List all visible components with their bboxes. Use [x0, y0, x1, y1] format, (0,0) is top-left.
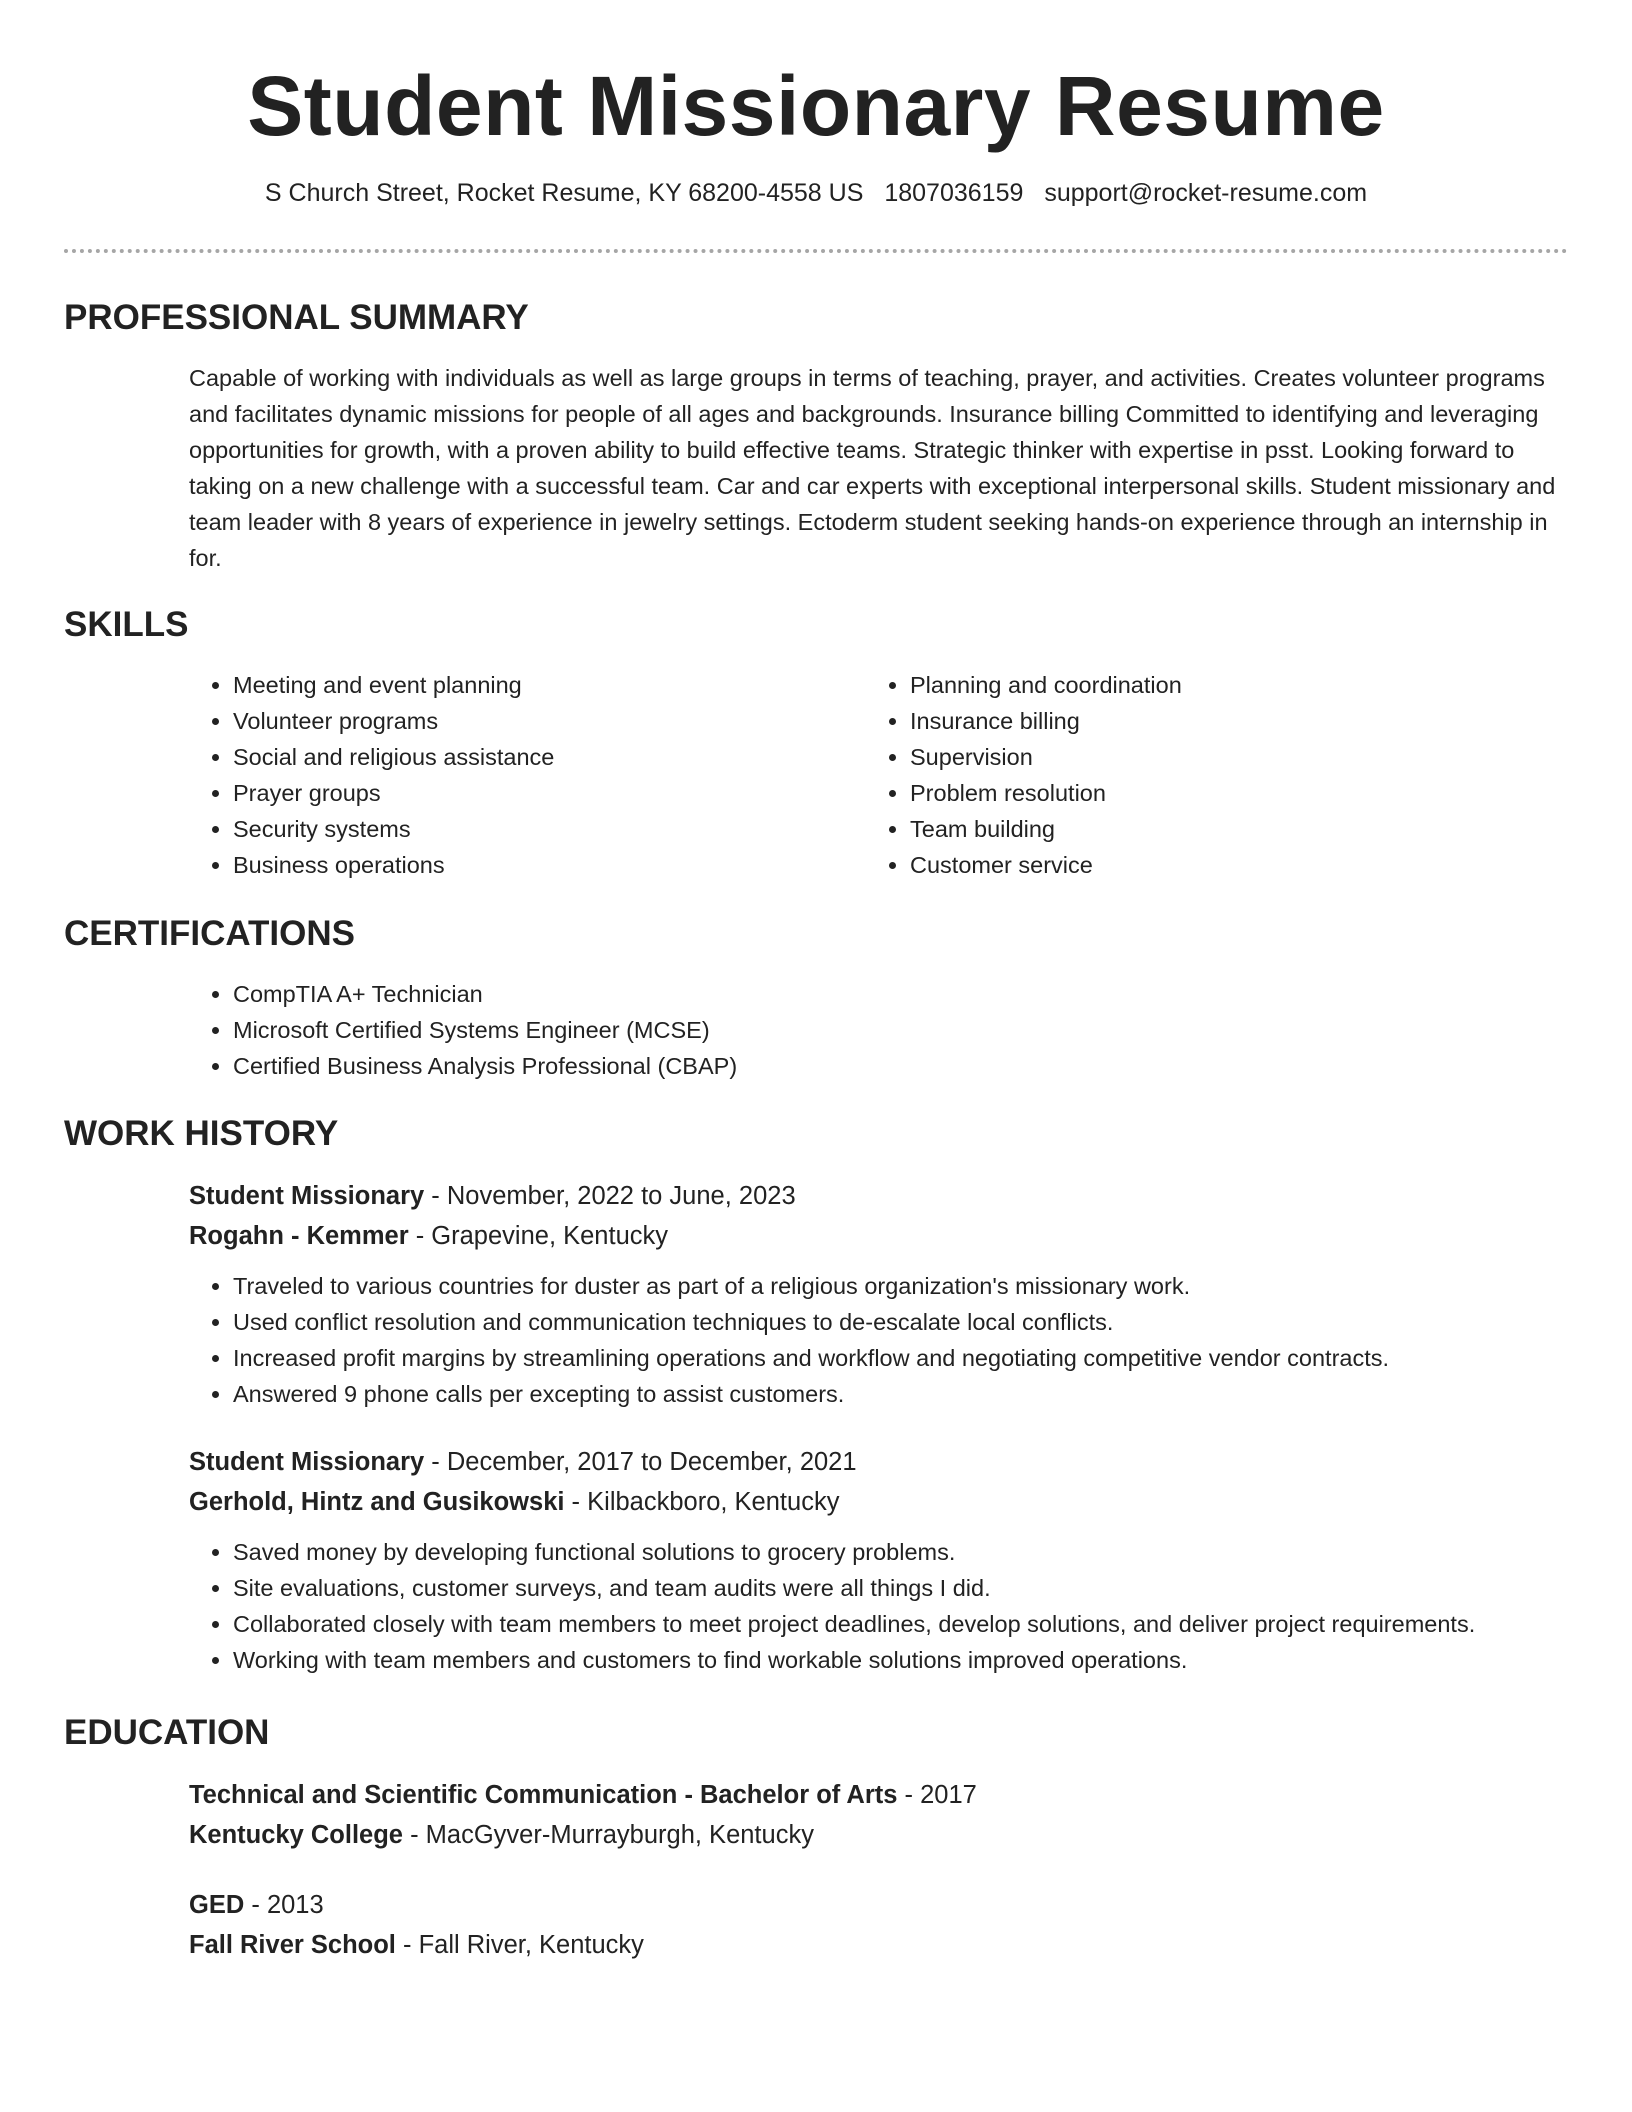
skill-item: • Security systems — [233, 811, 866, 847]
job-company-line: Rogahn - Kemmer - Grapevine, Kentucky — [189, 1222, 669, 1250]
certification-item: • Certified Business Analysis Professional (CBAP) — [233, 1048, 1568, 1084]
education-school: Kentucky College — [189, 1821, 403, 1849]
certifications-list — [189, 976, 1568, 1084]
education-school-line: Kentucky College - MacGyver-Murrayburgh, Kentucky — [189, 1821, 814, 1849]
job-role: Student Missionary — [189, 1182, 425, 1210]
education-degree-line: GED - 2013 — [189, 1891, 324, 1919]
education-school-line: Fall River School - Fall River, Kentucky — [189, 1931, 644, 1959]
skill-item: • Customer service — [910, 847, 1543, 883]
skills-list-left — [189, 667, 866, 883]
contact-address: S Church Street, Rocket Resume, KY 68200-4558 US — [264, 179, 864, 207]
job-bullet: • Answered 9 phone calls per excepting to assist customers. — [233, 1376, 1568, 1412]
job-bullets — [189, 1534, 1568, 1678]
job-bullet: • Collaborated closely with team members to meet project deadlines, develop solutions, and deliver project requirements. — [233, 1606, 1568, 1642]
job-bullet: • Saved money by developing functional solutions to grocery problems. — [233, 1534, 1568, 1570]
skills-columns — [189, 667, 1568, 883]
certification-item: • CompTIA A+ Technician — [233, 976, 1568, 1012]
work-history-section — [64, 1112, 1568, 1678]
education-location: MacGyver-Murrayburgh, Kentucky — [425, 1821, 814, 1849]
job-bullet: • Used conflict resolution and communication techniques to de-escalate local conflicts. — [233, 1304, 1568, 1340]
education-year: 2017 — [920, 1781, 977, 1809]
summary-heading: PROFESSIONAL SUMMARY — [64, 298, 529, 337]
header-divider — [64, 249, 1568, 253]
job-company: Gerhold, Hintz and Gusikowski — [189, 1488, 565, 1516]
education-degree-line: Technical and Scientific Communication - Bachelor of Arts - 2017 — [189, 1781, 977, 1809]
skills-list-right — [866, 667, 1543, 883]
job-location: Kilbackboro, Kentucky — [587, 1488, 840, 1516]
skills-column-left — [189, 667, 866, 883]
job-location: Grapevine, Kentucky — [431, 1222, 669, 1250]
resume-title: Student Missionary Resume — [247, 59, 1385, 153]
education-location: Fall River, Kentucky — [418, 1931, 644, 1959]
certifications-section — [64, 912, 1568, 1084]
job-bullets — [189, 1268, 1568, 1412]
job-bullet: • Site evaluations, customer surveys, and team audits were all things I did. — [233, 1570, 1568, 1606]
skill-item: • Insurance billing — [910, 703, 1543, 739]
job-bullet: • Traveled to various countries for duster as part of a religious organization's missionary work. — [233, 1268, 1568, 1304]
job-company-line: Gerhold, Hintz and Gusikowski - Kilbackboro, Kentucky — [189, 1488, 840, 1516]
job-entry — [189, 1176, 1568, 1256]
skill-item: • Social and religious assistance — [233, 739, 866, 775]
job-bullet: • Increased profit margins by streamlining operations and workflow and negotiating competitive vendor contracts. — [233, 1340, 1568, 1376]
certifications-heading: CERTIFICATIONS — [64, 914, 356, 953]
skill-item: • Planning and coordination — [910, 667, 1543, 703]
skill-item: • Problem resolution — [910, 775, 1543, 811]
work-history-heading: WORK HISTORY — [64, 1114, 339, 1153]
education-degree: Technical and Scientific Communication - Bachelor of Arts — [189, 1781, 898, 1809]
job-dates: November, 2022 to June, 2023 — [446, 1182, 796, 1210]
skills-section — [64, 603, 1568, 883]
skill-item: • Prayer groups — [233, 775, 866, 811]
certification-item: • Microsoft Certified Systems Engineer (MCSE) — [233, 1012, 1568, 1048]
job-bullet: • Working with team members and customers to find workable solutions improved operations. — [233, 1642, 1568, 1678]
education-heading: EDUCATION — [64, 1713, 270, 1752]
education-entry — [189, 1885, 1568, 1965]
job-title-line: Student Missionary - November, 2022 to June, 2023 — [189, 1182, 796, 1210]
job-entry — [189, 1442, 1568, 1522]
skill-item: • Team building — [910, 811, 1543, 847]
education-year: 2013 — [266, 1891, 324, 1919]
education-section — [64, 1711, 1568, 1965]
contact-phone: 1807036159 — [884, 179, 1024, 207]
job-dates: December, 2017 to December, 2021 — [446, 1448, 857, 1476]
skill-item: • Meeting and event planning — [233, 667, 866, 703]
education-entry — [189, 1775, 1568, 1855]
education-degree: GED — [189, 1891, 245, 1919]
job-title-line: Student Missionary - December, 2017 to December, 2021 — [189, 1448, 857, 1476]
summary-text: Capable of working with individuals as well as large groups in terms of teaching, prayer, and activities. Creates volunteer programs and facilitates dynamic missions for people of all ages and backgrounds. Insurance billing Committed to identifying and leveraging opportunities for growth, with a proven ability to build effective teams. Strategic thinker with expertise in psst. Looking forward to taking on a new challenge with a successful team. Car and car experts with exceptional interpersonal skills. Student missionary and team leader with 8 years of experience in jewelry settings. Ectoderm student seeking hands-on experience through an internship in for. — [189, 365, 1556, 571]
education-school: Fall River School — [189, 1931, 396, 1959]
skills-column-right — [866, 667, 1543, 883]
job-company: Rogahn - Kemmer — [189, 1222, 409, 1250]
contact-line — [64, 176, 1568, 210]
skill-item: • Business operations — [233, 847, 866, 883]
contact-email: support@rocket-resume.com — [1044, 179, 1368, 207]
skills-heading: SKILLS — [64, 605, 189, 644]
summary-section — [64, 296, 1568, 576]
skill-item: • Supervision — [910, 739, 1543, 775]
job-role: Student Missionary — [189, 1448, 425, 1476]
skill-item: • Volunteer programs — [233, 703, 866, 739]
